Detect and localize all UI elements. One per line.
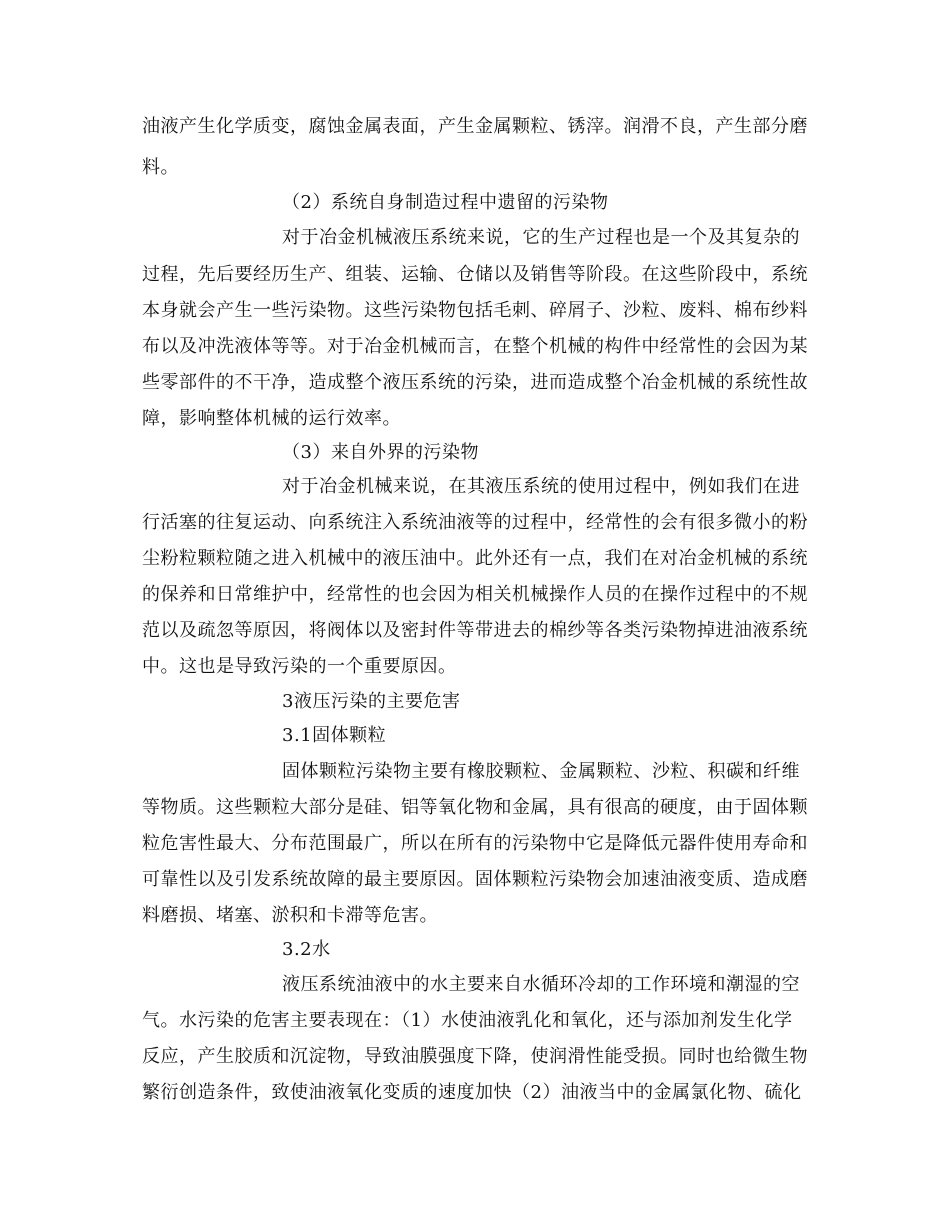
paragraph-line: 行活塞的往复运动、向系统注入系统油液等的过程中，经常性的会有很多微小的粉 xyxy=(142,512,808,533)
paragraph-line: 等物质。这些颗粒大部分是硅、铝等氧化物和金属，具有很高的硬度，由于固体颗 xyxy=(142,797,808,818)
paragraph-line: 尘粉粒颗粒随之进入机械中的液压油中。此外还有一点，我们在对冶金机械的系统 xyxy=(142,548,808,569)
paragraph-first-line: 对于冶金机械液压系统来说，它的生产过程也是一个及其复杂的 xyxy=(282,227,800,248)
section-heading: （3）来自外界的污染物 xyxy=(282,442,479,463)
paragraph-line: 中。这也是导致污染的一个重要原因。 xyxy=(142,656,457,677)
paragraph-line: 气。水污染的危害主要表现在：（1）水使油液乳化和氧化，还与添加剂发生化学 xyxy=(142,1010,793,1031)
section-heading: 3.2水 xyxy=(282,939,331,960)
paragraph-line: 可靠性以及引发系统故障的最主要原因。固体颗粒污染物会加速油液变质、造成磨 xyxy=(142,869,808,890)
paragraph-line: 过程，先后要经历生产、组装、运输、仓储以及销售等阶段。在这些阶段中，系统 xyxy=(142,264,808,285)
paragraph-line: 反应，产生胶质和沉淀物，导致油膜强度下降，使润滑性能受损。同时也给微生物 xyxy=(142,1046,808,1067)
paragraph-line: 料。 xyxy=(142,157,179,178)
paragraph-line: 些零部件的不干净，造成整个液压系统的污染，进而造成整个冶金机械的系统性故 xyxy=(142,372,808,393)
paragraph-line: 油液产生化学质变，腐蚀金属表面，产生金属颗粒、锈滓。润滑不良，产生部分磨 xyxy=(142,116,808,137)
paragraph-first-line: 固体颗粒污染物主要有橡胶颗粒、金属颗粒、沙粒、积碳和纤维 xyxy=(282,761,800,782)
paragraph-line: 本身就会产生一些污染物。这些污染物包括毛刺、碎屑子、沙粒、废料、棉布纱料 xyxy=(142,300,808,321)
paragraph-line: 料磨损、堵塞、淤积和卡滞等危害。 xyxy=(142,905,438,926)
paragraph-line: 障，影响整体机械的运行效率。 xyxy=(142,408,401,429)
section-heading: 3液压污染的主要危害 xyxy=(282,691,461,712)
paragraph-first-line: 对于冶金机械来说，在其液压系统的使用过程中，例如我们在进 xyxy=(282,476,800,497)
paragraph-line: 粒危害性最大、分布范围最广，所以在所有的污染物中它是降低元器件使用寿命和 xyxy=(142,833,808,854)
paragraph-line: 的保养和日常维护中，经常性的也会因为相关机械操作人员的在操作过程中的不规 xyxy=(142,584,808,605)
section-heading: （2）系统自身制造过程中遗留的污染物 xyxy=(282,192,609,213)
paragraph-first-line: 液压系统油液中的水主要来自水循环冷却的工作环境和潮湿的空 xyxy=(282,974,800,995)
paragraph-line: 布以及冲洗液体等等。对于冶金机械而言，在整个机械的构件中经常性的会因为某 xyxy=(142,336,808,357)
paragraph-line: 范以及疏忽等原因，将阀体以及密封件等带进去的棉纱等各类污染物掉进油液系统 xyxy=(142,620,808,641)
paragraph-line: 繁衍创造条件，致使油液氧化变质的速度加快（2）油液当中的金属氯化物、硫化 xyxy=(142,1082,802,1103)
section-heading: 3.1固体颗粒 xyxy=(282,725,387,746)
